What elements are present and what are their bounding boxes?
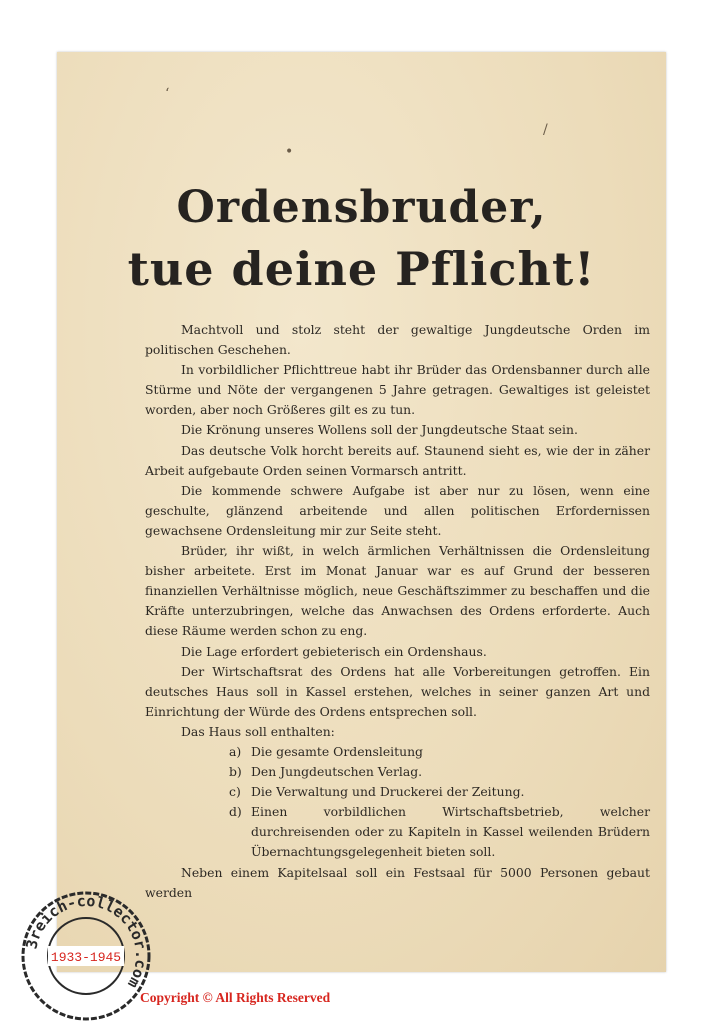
list-marker: b)	[229, 764, 242, 780]
list-text: Einen vorbildlichen Wirtschaftsbetrieb, welcher durchreisenden oder zu Kapiteln in Kassel weilenden Brüdern Übernachtungsgelegenheit bieten soll.	[251, 804, 650, 860]
paragraph: Der Wirtschaftsrat des Ordens hat alle Vorbereitungen getroffen. Ein deutsches Haus soll in Kassel erstehen, welches in seiner ganzen Art und Einrichtung der Würde des Ordens entsprechen soll.	[145, 663, 650, 719]
list-text: Die Verwaltung und Druckerei der Zeitung.	[251, 784, 525, 800]
stamp-text: 3reich-collector.com	[22, 891, 151, 992]
paragraph: Brüder, ihr wißt, in welch ärmlichen Verhältnissen die Ordensleitung bisher arbeitete. Erst im Monat Januar war es auf Grund der besseren finanziellen Verhältnisse möglich, neue Geschäftszimmer zu beschaffen und die Kräfte unterzubringen, welche das Anwachsen des Ordens erforderte. Auch diese Räume werden schon zu eng.	[145, 543, 650, 639]
paragraph: Das Haus soll enthalten:	[181, 723, 335, 739]
closing-paragraph: Neben einem Kapitelsaal soll ein Festsaal für 5000 Personen gebaut werden	[145, 864, 650, 900]
paper-speck: •	[285, 144, 294, 160]
list-text: Den Jungdeutschen Verlag.	[251, 764, 423, 780]
title-line-2: tue deine Pflicht!	[127, 242, 596, 296]
list-marker: c)	[229, 784, 241, 800]
paragraph: Die Krönung unseres Wollens soll der Jungdeutsche Staat sein.	[181, 422, 578, 438]
list-item	[229, 782, 650, 802]
stamp-years: 1933-1945	[50, 950, 122, 965]
list-item	[229, 742, 650, 762]
paper-speck: ‘	[165, 86, 170, 102]
paragraph: Das deutsche Volk horcht bereits auf. Staunend sieht es, wie der in zäher Arbeit aufgebaute Orden seinen Vormarsch antritt.	[145, 442, 650, 478]
copyright-notice: Copyright © All Rights Reserved	[140, 990, 331, 1005]
paragraph: In vorbildlicher Pflichttreue habt ihr Brüder das Ordensbanner durch alle Stürme und Nöte der vergangenen 5 Jahre getragen. Gewaltiges ist geleistet worden, aber noch Größeres gilt es zu tun.	[145, 362, 650, 418]
list-item	[229, 802, 650, 862]
paragraph: Die kommende schwere Aufgabe ist aber nur zu lösen, wenn eine geschulte, glänzend arbeitende und allen politischen Erfordernissen gewachsene Ordensleitung mir zur Seite steht.	[145, 482, 650, 538]
list-marker: a)	[229, 743, 242, 759]
document-body	[145, 320, 650, 903]
title-line-1: Ordensbruder,	[176, 182, 547, 233]
paragraph: Die Lage erfordert gebieterisch ein Ordenshaus.	[181, 643, 487, 659]
document-sheet	[57, 52, 666, 972]
paragraph: Machtvoll und stolz steht der gewaltige Jungdeutsche Orden im politischen Geschehen.	[145, 322, 650, 358]
collector-stamp	[18, 888, 154, 1024]
paper-speck: /	[543, 122, 548, 138]
list-text: Die gesamte Ordensleitung	[251, 743, 423, 759]
list-marker: d)	[229, 804, 242, 820]
contents-list	[145, 742, 650, 863]
list-item	[229, 762, 650, 782]
